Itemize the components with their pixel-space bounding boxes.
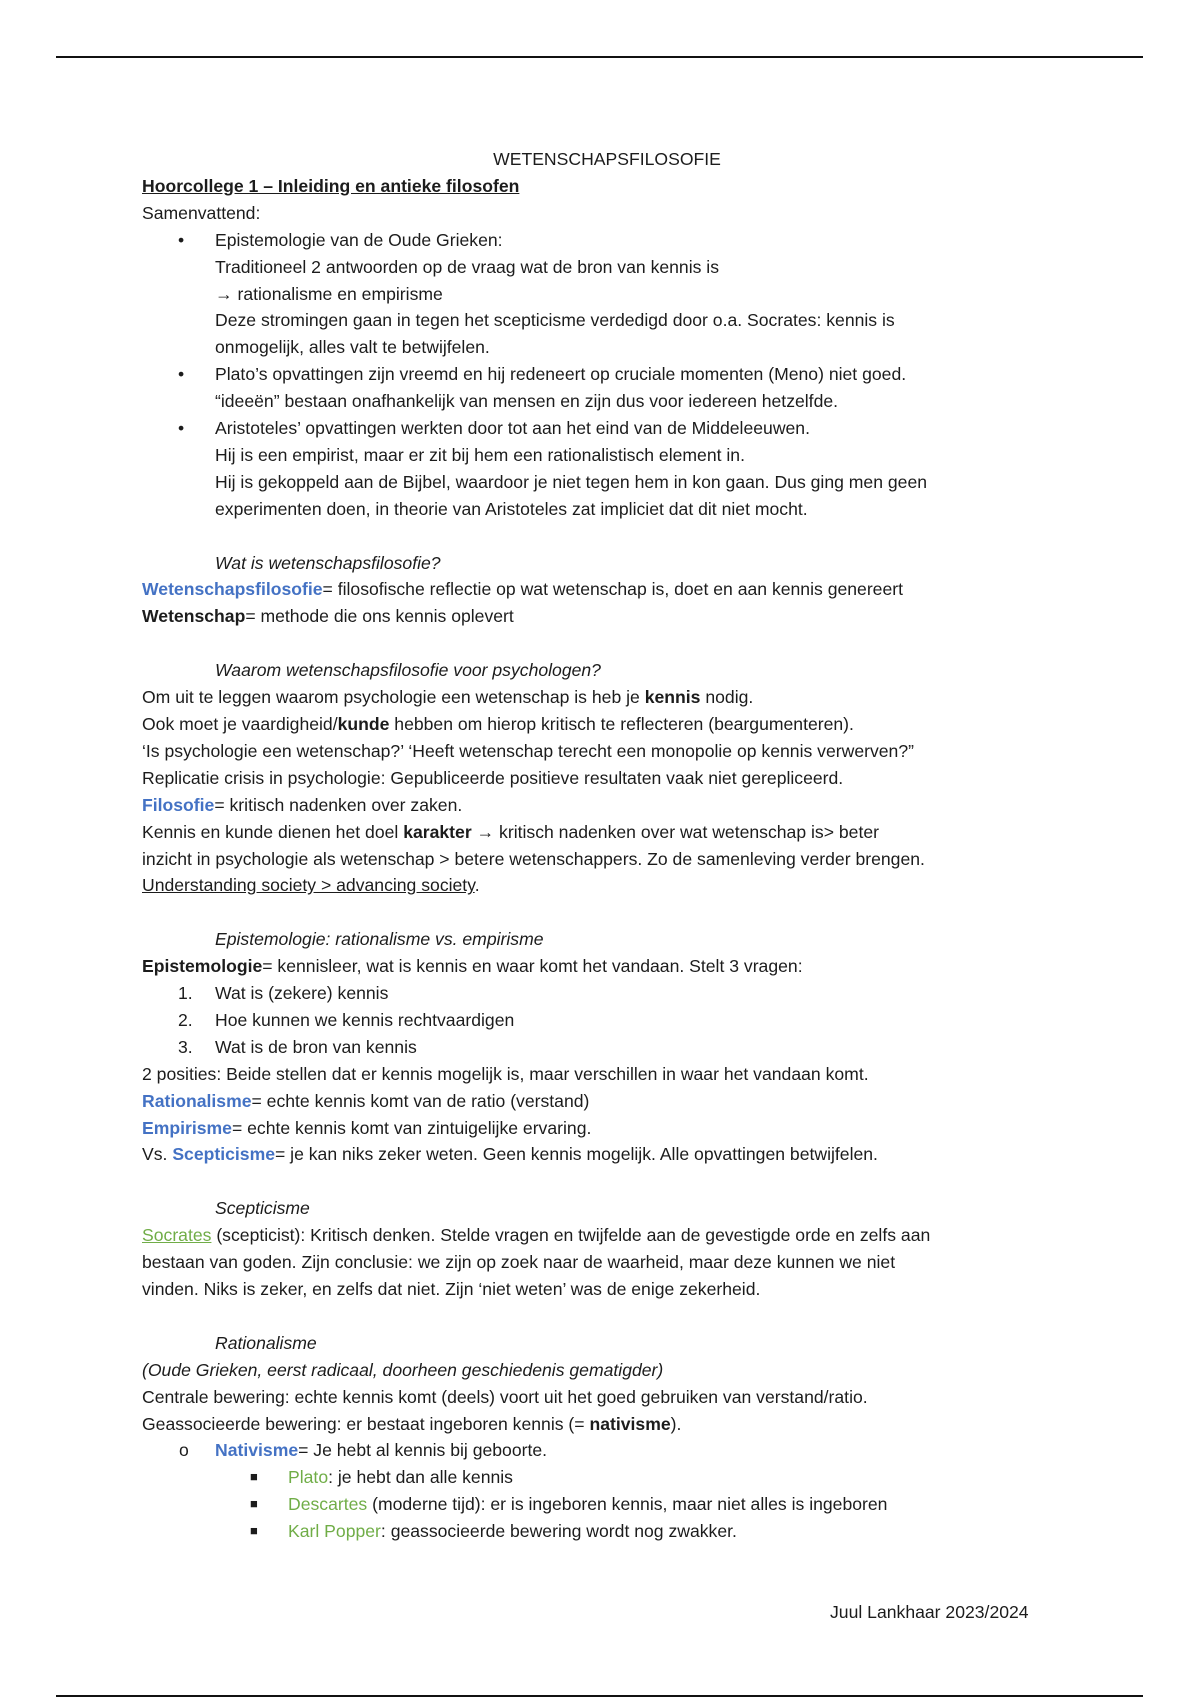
- section-title: Epistemologie: rationalisme vs. empirisme: [215, 929, 544, 950]
- document-title: WETENSCHAPSFILOSOFIE: [493, 149, 721, 169]
- bullet-text-line: experimenten doen, in theorie van Aristoteles zat impliciet dat dit niet mocht.: [215, 498, 808, 519]
- text-line: 2 posities: Beide stellen dat er kennis mogelijk is, maar verschillen in waar het vandaan komt.: [142, 1063, 869, 1084]
- definition-line: Wetenschap= methode die ons kennis oplevert: [142, 606, 514, 627]
- top-rule: [56, 56, 1143, 58]
- definition-line: Wetenschapsfilosofie= filosofische reflectie op wat wetenschap is, doet en aan kennis genereert: [142, 579, 904, 600]
- text-line: Socrates (scepticist): Kritisch denken. Stelde vragen en twijfelde aan de gevestigde orde en zelfs aan: [142, 1225, 931, 1246]
- section-title: Wat is wetenschapsfilosofie?: [215, 552, 441, 573]
- text-line: Ook moet je vaardigheid/kunde hebben om hierop kritisch te reflecteren (beargumenteren).: [142, 714, 854, 734]
- definition-line: Epistemologie= kennisleer, wat is kennis en waar komt het vandaan. Stelt 3 vragen:: [142, 956, 803, 977]
- sub-sub-list-item: ■ Plato: je hebt dan alle kennis: [250, 1467, 513, 1488]
- text-line: bestaan van goden. Zijn conclusie: we zijn op zoek naar de waarheid, maar deze kunnen we niet: [142, 1252, 896, 1273]
- bottom-rule: [56, 1695, 1143, 1697]
- section-title: Scepticisme: [215, 1198, 310, 1219]
- text-line: Replicatie crisis in psychologie: Gepubliceerde positieve resultaten vaak niet gerepliceerd.: [142, 767, 844, 788]
- section-title: Waarom wetenschapsfilosofie voor psychologen?: [215, 660, 601, 681]
- sub-sub-list-item: ■ Karl Popper: geassocieerde bewering wordt nog zwakker.: [250, 1521, 737, 1542]
- definition-line: Rationalisme= echte kennis komt van de ratio (verstand): [142, 1090, 590, 1111]
- bullet-text-line: onmogelijk, alles valt te betwijfelen.: [215, 337, 490, 358]
- text-line: vinden. Niks is zeker, en zelfs dat niet. Zijn ‘niet weten’ was de enige zekerheid.: [142, 1279, 761, 1299]
- bullet-item: • Aristoteles’ opvattingen werkten door tot aan het eind van de Middeleeuwen.: [142, 415, 1072, 442]
- text-line: ‘Is psychologie een wetenschap?’ ‘Heeft wetenschap terecht een monopolie op kennis verwerven?”: [142, 740, 914, 761]
- definition-line: Vs. Scepticisme= je kan niks zeker weten. Geen kennis mogelijk. Alle opvattingen betwijfelen.: [142, 1144, 878, 1165]
- bullet-text-line: Hij is een empirist, maar er zit bij hem een rationalistisch element in.: [215, 444, 745, 465]
- section-note: (Oude Grieken, eerst radicaal, doorheen geschiedenis gematigder): [142, 1359, 664, 1380]
- text-line: inzicht in psychologie als wetenschap > betere wetenschappers. Zo de samenleving verder brengen.: [142, 848, 925, 869]
- bullet-marker: •: [178, 418, 185, 439]
- definition-line: Empirisme= echte kennis komt van zintuigelijke ervaring.: [142, 1117, 592, 1138]
- bullet-text-line: Hij is gekoppeld aan de Bijbel, waardoor je niet tegen hem in kon gaan. Dus ging men geen: [215, 471, 928, 492]
- numbered-item: 2. Hoe kunnen we kennis rechtvaardigen: [178, 1009, 515, 1030]
- text-line: Geassocieerde bewering: er bestaat ingeboren kennis (= nativisme).: [142, 1413, 682, 1434]
- bullet-marker: •: [178, 364, 185, 385]
- text-line: Centrale bewering: echte kennis komt (deels) voort uit het goed gebruiken van verstand/ratio.: [142, 1386, 868, 1407]
- lecture-heading: Hoorcollege 1 – Inleiding en antieke filosofen: [142, 175, 520, 196]
- bullet-text-line: → rationalisme en empirisme: [215, 283, 443, 304]
- bullet-text-line: Deze stromingen gaan in tegen het scepticisme verdedigd door o.a. Socrates: kennis is: [215, 310, 895, 331]
- sub-list-item: o Nativisme= Je hebt al kennis bij geboorte.: [179, 1440, 548, 1461]
- bullet-text-line: “ideeën” bestaan onafhankelijk van mensen en zijn dus voor iedereen hetzelfde.: [215, 391, 839, 412]
- text-line: Understanding society > advancing society.: [142, 875, 480, 896]
- summary-label: Samenvattend:: [142, 202, 261, 223]
- sub-sub-list-item: ■ Descartes (moderne tijd): er is ingeboren kennis, maar niet alles is ingeboren: [250, 1494, 888, 1515]
- document-body: [142, 146, 1072, 1545]
- section-title: Rationalisme: [215, 1332, 317, 1353]
- definition-line: Filosofie= kritisch nadenken over zaken.: [142, 794, 463, 815]
- numbered-item: 1. Wat is (zekere) kennis: [178, 983, 389, 1004]
- footer-author: Juul Lankhaar 2023/2024: [830, 1602, 1029, 1622]
- text-line: Kennis en kunde dienen het doel karakter → kritisch nadenken over wat wetenschap is> beter: [142, 821, 879, 842]
- text-line: Om uit te leggen waarom psychologie een wetenschap is heb je kennis nodig.: [142, 687, 754, 708]
- bullet-item: • Epistemologie van de Oude Grieken:: [142, 227, 1072, 254]
- bullet-marker: •: [178, 229, 185, 250]
- numbered-item: 3. Wat is de bron van kennis: [178, 1036, 417, 1057]
- bullet-text-line: Traditioneel 2 antwoorden op de vraag wat de bron van kennis is: [215, 256, 720, 277]
- bullet-item: • Plato’s opvattingen zijn vreemd en hij redeneert op cruciale momenten (Meno) niet goed.: [142, 361, 1072, 388]
